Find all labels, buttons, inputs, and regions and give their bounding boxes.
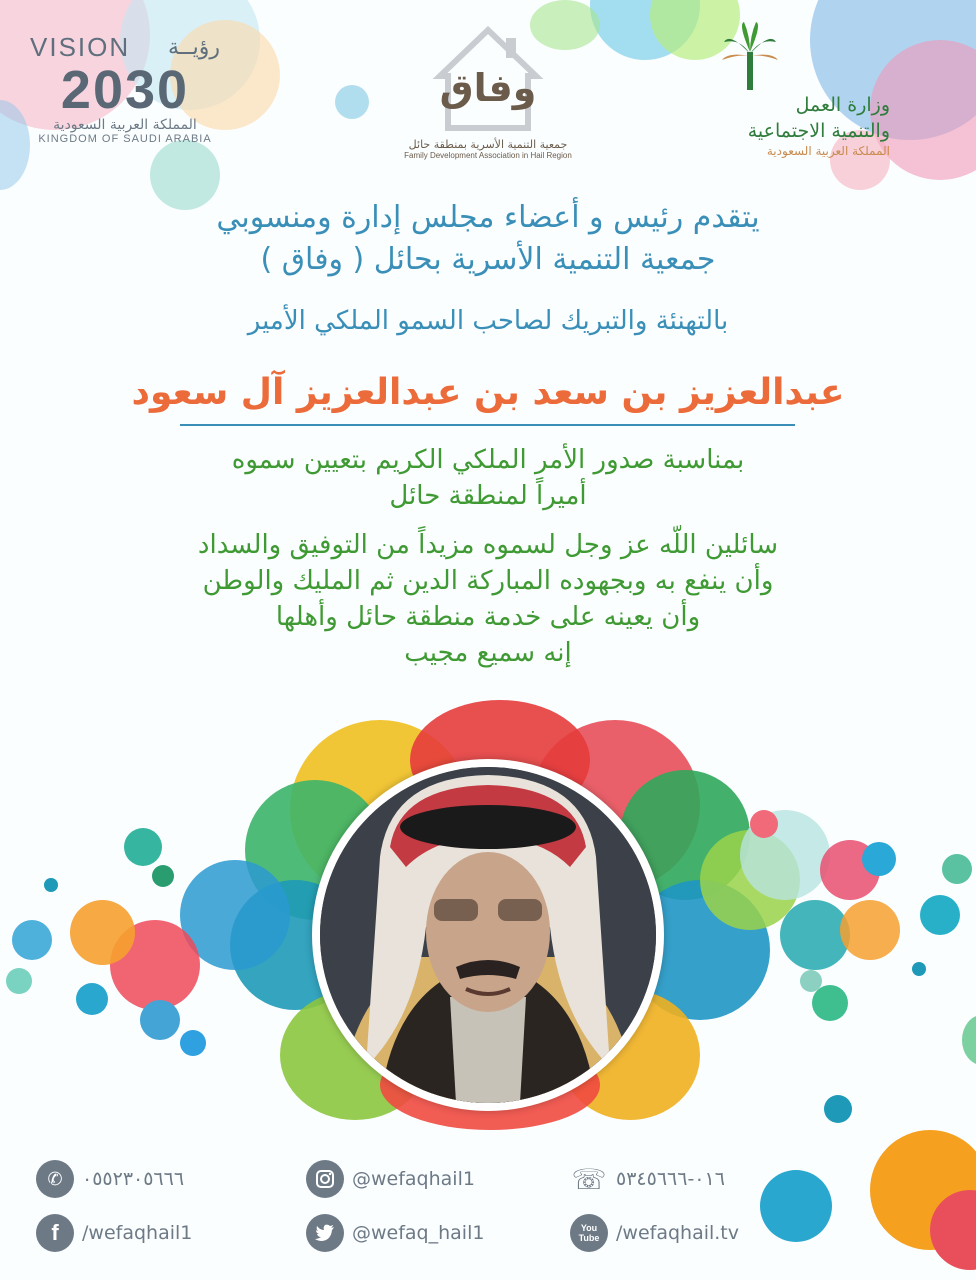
instagram-contact[interactable] (306, 1160, 475, 1198)
facebook-handle: /wefaqhail1 (82, 1222, 193, 1244)
message-line1: يتقدم رئيس و أعضاء مجلس إدارة ومنسوبي (216, 200, 760, 235)
ministry-name-line3: المملكة العربية السعودية (766, 144, 890, 158)
ministry-logo (730, 22, 890, 158)
divider-line (180, 424, 795, 426)
instagram-handle: @wefaqhail1 (352, 1168, 475, 1190)
twitter-contact[interactable] (306, 1214, 484, 1252)
wefaq-name-arabic: جمعية التنمية الأسرية بمنطقة حائل (408, 138, 568, 151)
vision-2030-logo (30, 32, 220, 145)
phone-icon: ☏ (571, 1162, 607, 1196)
whatsapp-icon: ✆ (36, 1160, 74, 1198)
instagram-icon (306, 1160, 344, 1198)
phone-number: ٠١٦-٥٣٤٥٦٦٦ (616, 1168, 725, 1190)
message-line3: بالتهنئة والتبريك لصاحب السمو الملكي الأمير (247, 306, 729, 336)
message-line7: وأن ينفع به وبجهوده المباركة الدين ثم المليك والوطن (202, 566, 774, 596)
twitter-icon (306, 1214, 344, 1252)
message-line4: بمناسبة صدور الأمر الملكي الكريم بتعيين سموه (231, 445, 745, 475)
whatsapp-number: ٠٥٥٢٣٠٥٦٦٦ (82, 1168, 185, 1190)
ministry-name-line2: والتنمية الاجتماعية (747, 120, 890, 142)
wefaq-logo (398, 24, 578, 160)
message-line5: أميراً لمنطقة حائل (389, 481, 587, 511)
youtube-channel: /wefaqhail.tv (616, 1222, 739, 1244)
portrait-frame (312, 759, 664, 1111)
palm-tree-icon (720, 22, 780, 92)
youtube-icon: You Tube (570, 1214, 608, 1252)
ministry-name-line1: وزارة العمل (795, 94, 890, 116)
message-line2: جمعية التنمية الأسرية بحائل ( وفاق ) (260, 242, 716, 277)
portrait-photo (320, 767, 656, 1103)
facebook-contact[interactable] (36, 1214, 192, 1252)
message-line6: سائلين اللّه عز وجل لسموه مزيداً من التوفيق والسداد (197, 530, 779, 560)
message-line9: إنه سميع مجيب (404, 638, 572, 668)
kingdom-english: KINGDOM OF SAUDI ARABIA (38, 133, 212, 145)
vision-word: VISION (30, 32, 131, 62)
phone-contact[interactable] (570, 1160, 725, 1198)
vision-arabic-word: رؤيــة (167, 35, 220, 60)
prince-name: عبدالعزيز بن سعد بن عبدالعزيز آل سعود (131, 372, 845, 413)
facebook-icon: f (36, 1214, 74, 1252)
message-line8: وأن يعينه على خدمة منطقة حائل وأهلها (275, 602, 701, 632)
whatsapp-contact[interactable] (36, 1160, 184, 1198)
kingdom-arabic: المملكة العربية السعودية (53, 117, 197, 133)
vision-number: 2030 (60, 60, 190, 120)
portrait-illustration (320, 767, 656, 1103)
wefaq-name-english: Family Development Association in Hail Region (404, 151, 572, 160)
wefaq-logo-text: وفاق (439, 66, 537, 110)
youtube-contact[interactable] (570, 1214, 739, 1252)
twitter-handle: @wefaq_hail1 (352, 1222, 485, 1244)
